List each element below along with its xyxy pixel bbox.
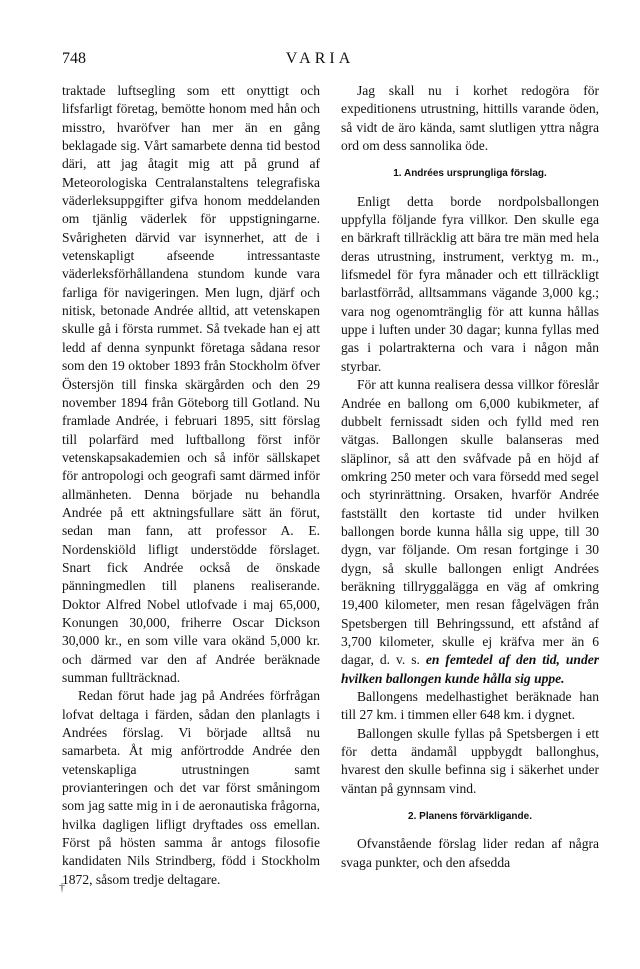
paragraph: Redan förut hade jag på Andrées förfrågan lofvat deltaga i färden, sådan den planlagts i Andrées förslag. Vi började alltså nu samarbeta. Åt mig anförtrodde Andrée den vetenskapliga utrustningen samt provianteringen och det var först småningom som jag satte mig in i de aeronautiska frågorna, hvilka dagligen lifligt dryftades oss emellan. Först på hösten samma år antogs filosofie kandidaten Nils Strindberg, född i Stockholm 1872, såsom tredje deltagare. <box>62 688 320 887</box>
paragraph: Ballongen skulle fyllas på Spetsbergen i ett för detta ändamål uppbygdt ballonghus, hvarest den skulle befinna sig i säkerhet under väntan på gynnsam vind. <box>341 725 599 796</box>
paragraph: Ballongens medelhastighet beräknade han till 27 km. i timmen eller 648 km. i dygnet. <box>341 689 599 723</box>
right-column <box>341 82 599 872</box>
paragraph: Enligt detta borde nordpolsballongen uppfylla följande fyra villkor. Den skulle ega en bärkraft tillräcklig att bära tre män med hela deras utrustning, instrument, verktyg m. m., lifsmedel för fyra månader och ett tillräckligt barlastförråd, alltsammans vägande 3,000 kg.; vara nog ogenomtränglig för att kunna hållas uppe i luften under 30 dagar; kunna fyllas med gas i polartrakterna och vara i någon mån styrbar. <box>341 193 599 374</box>
running-title: VARIA <box>285 50 355 67</box>
section-heading: 1. Andrées ursprungliga förslag. <box>393 168 547 180</box>
paragraph: traktade luftsegling som ett onyttigt och lifsfarligt företag, bemötte honom med hån och misstro, hvaröfver han mer än en gång beklagade sig. Vårt samarbete denna tid bestod däri, att jag åtagit mig att på grund af Meteorologiska Centralanstaltens telegrafiska väderleksuppgifter gifva honom meddelanden om tjänlig väderlek för uppstigningarne. Svårigheten därvid var isynnerhet, att de i vetenskapligt afseende intressantaste väderleksförhållandena stundom kunde vara farliga för navigeringen. Men lugn, djärf och nitisk, betonade Andrée alltid, att vetenskapen skulle gå i första rummet. Så tvekade han ej att ledd af denna synpunkt företaga sådana resor som den 19 oktober 1893 från Stockholm öfver Östersjön till finska skärgården och den 29 november 1894 från Göteborg till Gotland. Nu framlade Andrée, i februari 1895, sitt förslag till polarfärd med luftballong först inför vetenskapsakademien och så inför sällskapet för antropologi och geografi samt därmed inför allmänheten. Denna började nu behandla Andrée på ett aktningsfullare sätt än förut, sedan man fann, att professor A. E. Nordenskiöld lifligt understödde förslaget. Snart fick Andrée också de önskade pänningmedlen till planens realiserande. Doktor Alfred Nobel utlofvade i maj 65,000, Konungen 30,000, friherre Oscar Dickson 30,000 kr., en som ville vara okänd 5,000 kr. och därmed var den af Andrée beräknade summan fullträcknad. <box>62 83 320 685</box>
left-column <box>62 82 320 889</box>
page-number: 748 <box>62 50 86 67</box>
margin-mark: † <box>59 880 65 894</box>
paragraph <box>341 376 599 688</box>
paragraph: Jag skall nu i korhet redogöra för expeditionens utrustning, hittills varande öden, så vidt de äro kända, samt slutligen yttra några ord om dess sannolika öde. <box>341 83 599 154</box>
emphasized-text: en femtedel af den tid, under hvilken ballongen kunde hålla sig uppe. <box>341 652 600 686</box>
section-heading: 2. Planens förvärkligande. <box>408 811 532 823</box>
paragraph: Ofvanstående förslag lider redan af några svaga punkter, och den afsedda <box>341 836 599 870</box>
paragraph-text: För att kunna realisera dessa villkor föreslår Andrée en ballong om 6,000 kubikmeter, af dubbelt fernissadt siden och fylld med ren vätgas. Ballongen skulle balanseras med släplinor, så att den svåfvade på en höjd af omkring 250 meter och vara försedd med segel och styrinrättning. Orsaken, hvarför Andrée fastställt den kortaste tid under hvilken ballongen borde kunna hålla sig uppe, till 30 dygn, var följande. Om resan fortginge i 30 dygn, så skulle ballongen enligt Andrées beräkning tillryggalägga en väg af omkring 19,400 kilometer, men resan fågelvägen från Spetsbergen till Behringssund, ett afstånd af 3,700 kilometer, skulle ej kräfva mer än 6 dagar, d. v. s. <box>341 377 599 668</box>
